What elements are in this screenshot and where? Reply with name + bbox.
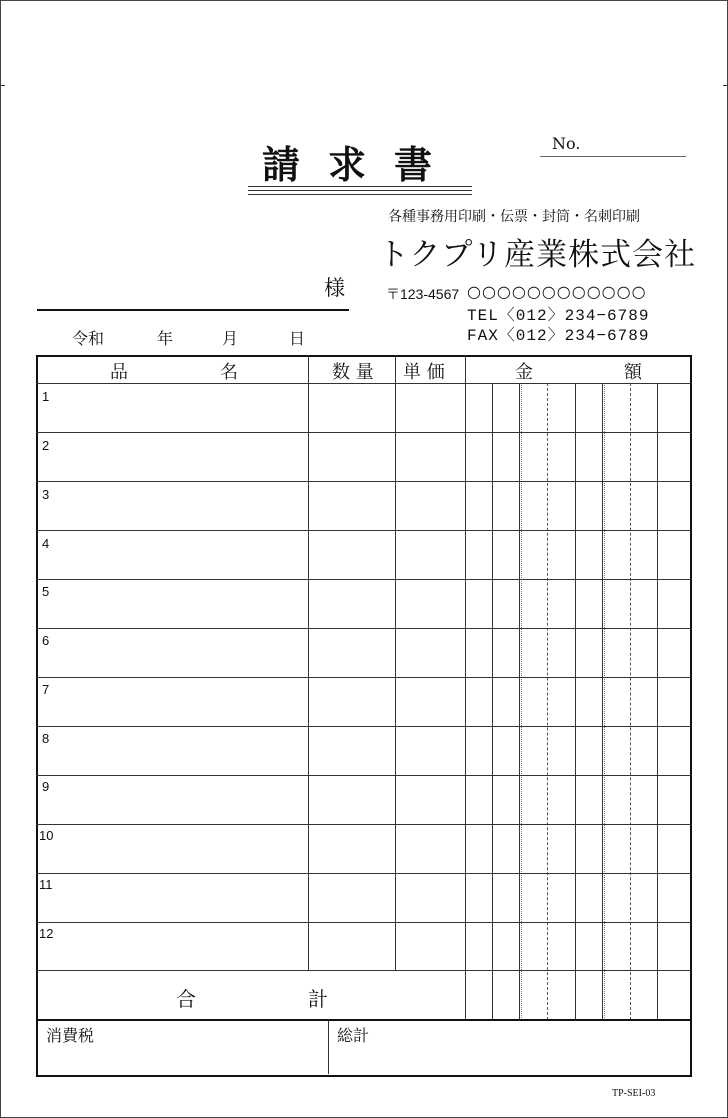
subtotal-label-1: 合: [176, 987, 196, 1011]
title-underline: [248, 194, 472, 195]
tax-label: 消費税: [46, 1026, 95, 1045]
title-underline: [248, 190, 472, 191]
form-code: TP-SEI-03: [612, 1088, 656, 1099]
form-title: 請求書: [262, 142, 461, 187]
row-divider: [36, 432, 691, 433]
amount-digit-dotted: [604, 383, 605, 1020]
header-item-name-2: 名: [220, 362, 238, 383]
column-divider: [328, 1020, 329, 1074]
issuer-zip: 〒123-4567: [386, 286, 460, 302]
row-divider: [36, 873, 691, 874]
issuer-company-name: トクプリ産業株式会社: [378, 237, 697, 273]
row-number: 7: [42, 682, 50, 697]
column-divider: [465, 355, 466, 1020]
row-number: 3: [42, 487, 50, 502]
row-number: 8: [42, 731, 50, 746]
date-year-label: 年: [157, 329, 174, 348]
row-divider: [36, 970, 691, 971]
registration-mark: [723, 85, 727, 86]
date-day-label: 日: [289, 329, 306, 348]
table-frame: [36, 355, 692, 1077]
amount-digit-line: [657, 383, 658, 1020]
amount-digit-line: [492, 383, 493, 1020]
row-number: 11: [39, 877, 53, 892]
amount-thousands-separator: [547, 383, 548, 1020]
customer-honorific: 様: [324, 276, 345, 300]
row-number: 1: [42, 389, 50, 404]
row-divider: [36, 677, 691, 678]
row-divider: [36, 628, 691, 629]
issuer-fax: FAX〈012〉234−6789: [467, 327, 650, 345]
registration-mark: [1, 85, 5, 86]
row-number: 4: [42, 536, 50, 551]
header-unit-price: 単 価: [403, 362, 445, 383]
row-number: 12: [39, 926, 54, 941]
amount-digit-dotted: [521, 383, 522, 1020]
amount-digit-line: [519, 383, 520, 1020]
header-item-name-1: 品: [110, 362, 128, 383]
row-divider: [36, 775, 691, 776]
title-underline: [248, 186, 472, 187]
issuer-tagline: 各種事務用印刷・伝票・封筒・名刺印刷: [388, 209, 640, 225]
row-divider: [36, 579, 691, 580]
column-divider: [395, 355, 396, 970]
row-divider: [36, 530, 691, 531]
issuer-tel: TEL〈012〉234−6789: [467, 307, 650, 325]
amount-digit-line: [575, 383, 576, 1020]
header-quantity: 数 量: [332, 362, 374, 383]
invoice-number-field[interactable]: [540, 156, 686, 157]
row-number: 10: [39, 828, 54, 843]
invoice-table: [36, 355, 691, 1075]
row-number: 5: [42, 584, 50, 599]
row-divider: [36, 824, 691, 825]
row-divider: [36, 481, 691, 482]
date-month-label: 月: [222, 329, 239, 348]
row-number: 9: [42, 779, 50, 794]
subtotal-label-2: 計: [308, 987, 328, 1011]
header-amount-1: 金: [515, 362, 533, 383]
total-divider: [36, 1019, 691, 1021]
row-divider: [36, 922, 691, 923]
customer-name-field[interactable]: [37, 309, 349, 311]
invoice-number-label: No.: [552, 134, 581, 153]
date-era: 令和: [72, 329, 105, 348]
amount-digit-line: [602, 383, 603, 1020]
header-amount-2: 額: [624, 362, 642, 383]
column-divider: [308, 355, 309, 970]
row-number: 2: [42, 438, 50, 453]
grand-total-label: 総計: [337, 1026, 370, 1045]
row-number: 6: [42, 633, 50, 648]
issuer-address: ○○○○○○○○○○○○: [467, 282, 647, 301]
amount-thousands-separator: [630, 383, 631, 1020]
row-divider: [36, 726, 691, 727]
